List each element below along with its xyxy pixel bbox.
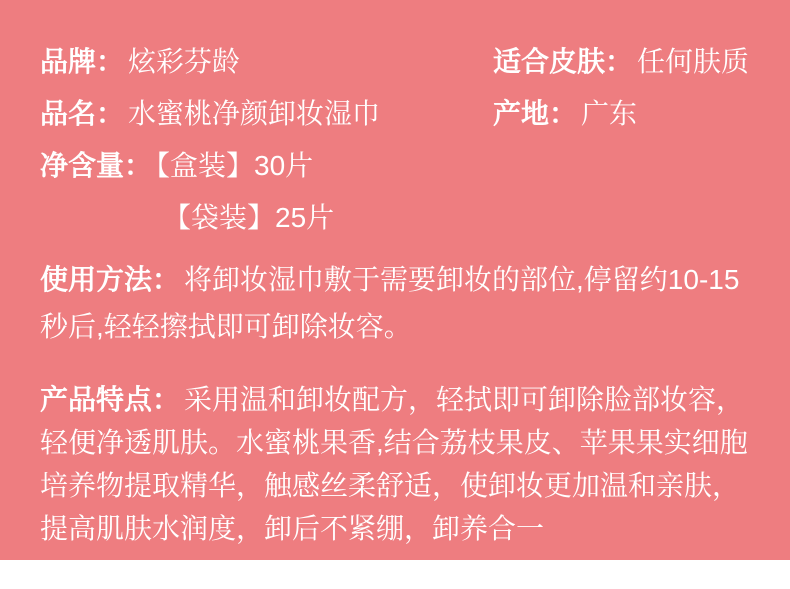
info-column-right (493, 36, 760, 140)
skin-type-label: 适合皮肤： (493, 46, 634, 77)
features-text: 采用温和卸妆配方，轻拭即可卸除脸部妆容，轻便净透肌肤。水蜜桃果香,结合荔枝果皮、苹果果实细胞培养物提取精华，触感丝柔舒适，使卸妆更加温和亲肤，提高肌肤水润度，卸后不紧绷，卸养合一 (40, 384, 748, 544)
product-name-value: 水蜜桃净颜卸妆湿巾 (128, 98, 381, 129)
skin-type-value: 任何肤质 (637, 46, 750, 77)
features-label: 产品特点： (40, 384, 181, 415)
net-content-bag-value: 【袋装】25片 (163, 202, 335, 233)
brand-value: 炫彩芬龄 (128, 46, 241, 77)
net-content-bag-row (40, 192, 493, 244)
usage-section (40, 256, 760, 350)
features-section (40, 378, 760, 550)
product-name-label: 品名： (40, 98, 125, 129)
brand-label: 品牌： (40, 46, 125, 77)
usage-label: 使用方法： (40, 264, 181, 295)
usage-text: 将卸妆湿巾敷于需要卸妆的部位,停留约10-15秒后,轻轻擦拭即可卸除妆容。 (40, 264, 740, 342)
origin-label: 产地： (493, 98, 578, 129)
bottom-spacer (0, 560, 790, 589)
product-info-grid (40, 36, 760, 244)
net-content-label: 净含量： (40, 150, 153, 181)
net-content-box-value: 【盒装】30片 (156, 150, 314, 181)
info-column-left (40, 36, 493, 244)
product-name-row (40, 88, 493, 140)
brand-row (40, 36, 493, 88)
origin-value: 广东 (581, 98, 638, 129)
net-content-box-row (40, 140, 493, 192)
origin-row (493, 88, 760, 140)
skin-type-row (493, 36, 760, 88)
